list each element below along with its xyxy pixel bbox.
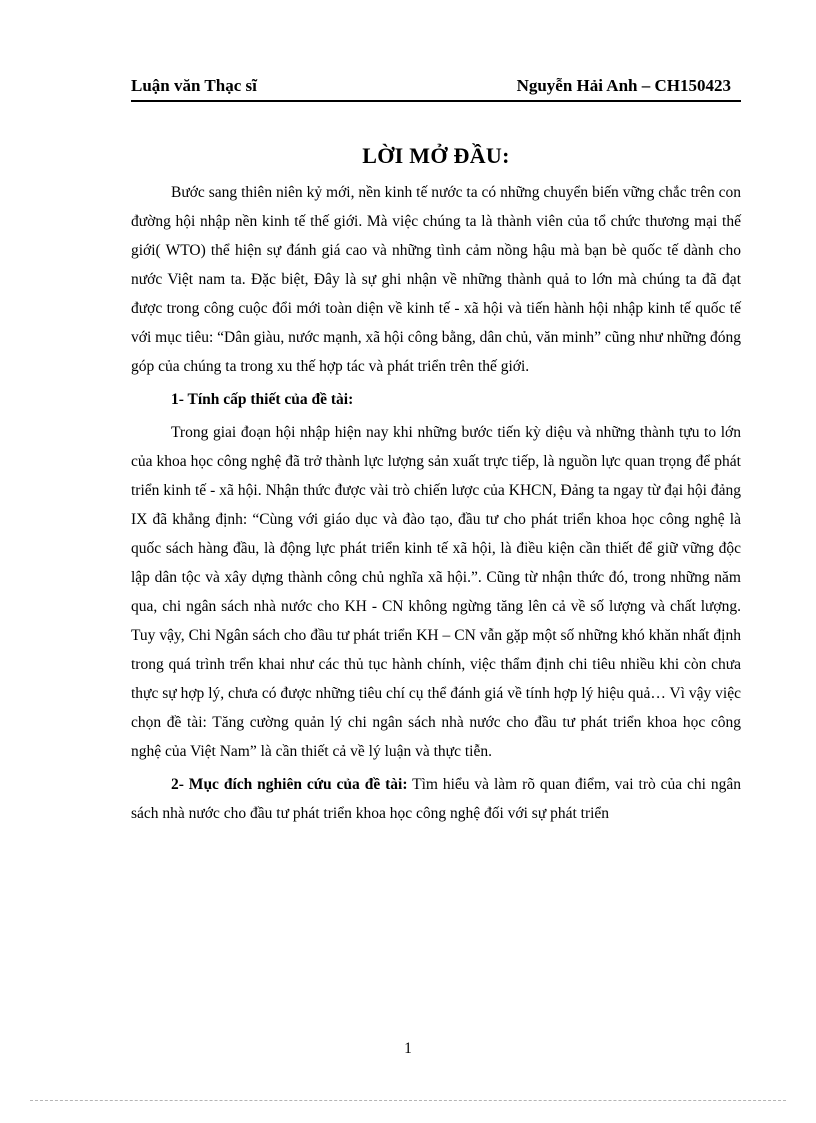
section-2-paragraph [131,770,741,828]
section-2-heading: 2- Mục đích nghiên cứu của đề tài: [171,776,408,793]
header-thesis-type: Luận văn Thạc sĩ [131,76,257,95]
running-header [131,76,731,98]
document-body [131,178,741,828]
section-1-paragraph: Trong giai đoạn hội nhập hiện nay khi những bước tiến kỳ diệu và những thành tựu to lớn của khoa học công nghệ đã trở thành lực lượng sản xuất trực tiếp, là nguồn lực quan trọng để phát triển kinh tế - xã hội. Nhận thức được vài trò chiến lược của KHCN, Đảng ta ngay từ đại hội đảng IX đã khẳng định: “Cùng với giáo dục và đào tạo, đầu tư cho phát triển khoa học công nghệ là quốc sách hàng đầu, là động lực phát triển kinh tế xã hội, là điều kiện cần thiết để giữ vững độc lập dân tộc và xây dựng thành công chủ nghĩa xã hội.”. Cũng từ nhận thức đó, trong những năm qua, chi ngân sách nhà nước cho KH - CN không ngừng tăng lên cả về số lượng và chất lượng. Tuy vậy, Chi Ngân sách cho đầu tư phát triển KH – CN vẫn gặp một số những khó khăn nhất định trong quá trình trển khai như các thủ tục hành chính, việc thẩm định chi tiêu nhiều khi còn chưa thực sự hợp lý, chưa có được những tiêu chí cụ thể đánh giá về tính hợp lý hiệu quả… Vì vậy việc chọn đề tài: Tăng cường quản lý chi ngân sách nhà nước cho đầu tư phát triển khoa học công nghệ của Việt Nam” là cần thiết cả về lý luận và thực tiễn. [131,424,741,760]
header-divider [131,100,741,102]
page-number: 1 [404,1040,412,1057]
intro-paragraph: Bước sang thiên niên kỷ mới, nền kinh tế nước ta có những chuyển biến vững chắc trên con đường hội nhập nền kinh tế thế giới. Mà việc chúng ta là thành viên của tổ chức thương mại thế giới( WTO) thể hiện sự đánh giá cao và những tình cảm nồng hậu mà bạn bè quốc tế dành cho nước Việt nam ta. Đặc biệt, Đây là sự ghi nhận về những thành quả to lớn mà chúng ta đã đạt được trong công cuộc đổi mới toàn diện về kinh tế - xã hội và tiến hành hội nhập kinh tế quốc tế với mục tiêu: “Dân giàu, nước mạnh, xã hội công bằng, dân chủ, văn minh” cũng như những đóng góp của chúng ta trong xu thế hợp tác và phát triển trên thế giới. [131,184,741,375]
page-bottom-divider [30,1100,786,1101]
page-title: LỜI MỞ ĐẦU: [362,143,510,168]
section-1-heading: 1- Tính cấp thiết của đề tài: [171,391,354,408]
section-2-text: Tìm hiểu và làm rõ quan điểm, vai trò của chi ngân sách nhà nước cho đầu tư phát triển khoa học công nghệ đối với sự phát triển [131,776,741,822]
header-author: Nguyễn Hải Anh – CH150423 [516,76,731,95]
